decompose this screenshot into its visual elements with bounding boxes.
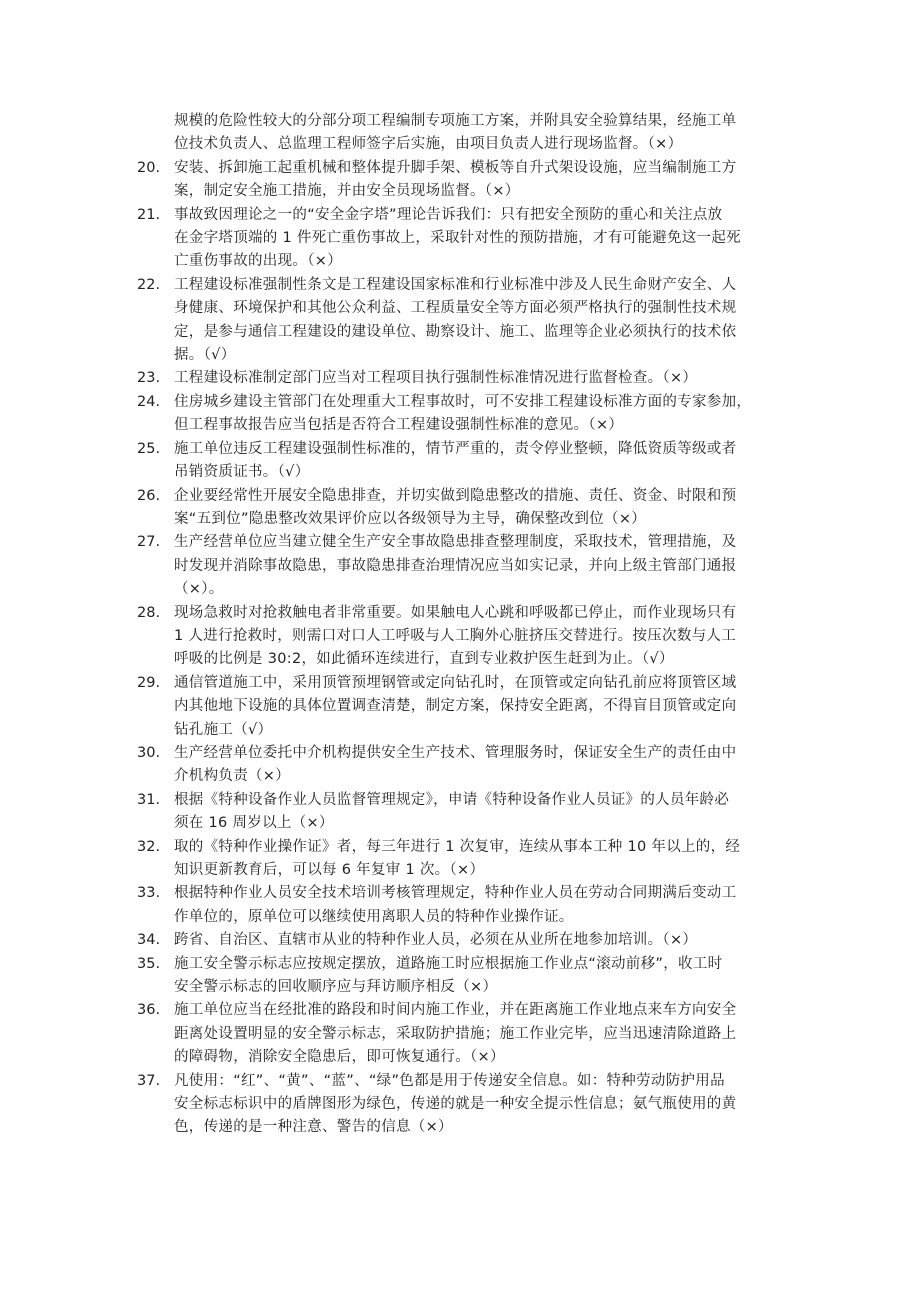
item-number: 26. [137, 487, 161, 504]
list-item [0, 157, 790, 204]
item-text-line: 介机构负责（×） [174, 768, 291, 785]
item-text-line: 生产经营单位委托中介机构提供安全生产技术、管理服务时，保证安全生产的责任由中 [174, 744, 737, 761]
item-text-line: 事故致因理论之一的“安全金字塔”理论告诉我们：只有把安全预防的重心和关注点放 [174, 206, 723, 223]
list-item [0, 882, 790, 929]
item-text-line: 作单位的，原单位可以继续使用离职人员的特种作业操作证。 [174, 908, 574, 925]
item-text-line: 知识更新教育后，可以每 6 年复审 1 次。（×） [174, 862, 485, 878]
item-text-line: 亡重伤事故的出现。（×） [174, 253, 342, 270]
list-item [0, 204, 790, 274]
item-text-line: 但工程事故报告应当包括是否符合工程建设强制性标准的意见。（×） [174, 417, 624, 434]
item-number: 36. [137, 1002, 161, 1019]
item-text-line: 安全标志标识中的盾牌图形为绿色，传递的就是一种安全提示性信息；氨气瓶使用的黄 [174, 1096, 737, 1113]
item-text-line: 安全警示标志的回收顺序应与拜访顺序相反（×） [174, 979, 498, 996]
list-item [0, 953, 790, 1000]
item-text-line: 根据《特种设备作业人员监督管理规定》，申请《特种设备作业人员证》的人员年龄必 [174, 791, 730, 808]
list-item [0, 438, 790, 485]
item-text-line: 跨省、自治区、直辖市从业的特种作业人员，必须在从业所在地参加培训。（×） [174, 932, 698, 949]
list-item [0, 742, 790, 789]
item-text-line: 安装、拆卸施工起重机械和整体提升脚手架、模板等自升式架设设施，应当编制施工方 [174, 159, 737, 176]
item-text-line: 规模的危险性较大的分部分项工程编制专项施工方案，并附具安全验算结果，经施工单 [174, 113, 737, 129]
item-text-line: 生产经营单位应当建立健全生产安全事故隐患排查整理制度，采取技术，管理措施，及 [174, 534, 737, 551]
item-text-line: 施工安全警示标志应按规定摆放，道路施工时应根据施工作业点“滚动前移”，收工时 [174, 955, 723, 972]
item-number: 27. [137, 534, 161, 551]
item-text-line: 施工单位违反工程建设强制性标准的，情节严重的，责令停业整顿，降低资质等级或者 [174, 440, 737, 457]
item-number: 32. [137, 838, 161, 855]
item-text-line: 现场急救时对抢救触电者非常重要。如果触电人心跳和呼吸都已停止，而作业现场只有 [174, 604, 737, 621]
item-text-line: 时发现并消除事故隐患，事故隐患排查治理情况应当如实记录，并向上级主管部门通报 [174, 557, 737, 574]
list-item [0, 602, 790, 672]
item-text-line: 1 人进行抢救时，则需口对口人工呼吸与人工胸外心脏挤压交替进行。按压次数与人工 [174, 627, 737, 644]
item-text-line: 案，制定安全施工措施，并由安全员现场监督。（×） [174, 183, 520, 200]
item-text-line: 须在 16 周岁以上（×） [174, 815, 334, 832]
list-item [0, 485, 790, 532]
item-number: 34. [137, 932, 161, 949]
list-item [0, 1070, 790, 1140]
item-number: 28. [137, 604, 161, 621]
item-number: 29. [137, 674, 161, 691]
item-number: 37. [137, 1072, 161, 1089]
item-text-line: 钻孔施工（√） [174, 721, 273, 738]
list-item [0, 274, 790, 368]
item-text-line: 施工单位应当在经批准的路段和时间内施工作业，并在距离施工作业地点来车方向安全 [174, 1002, 737, 1019]
item-text-line: 呼吸的比例是 30:2，如此循环连续进行，直到专业救护医生赶到为止。（√） [174, 651, 674, 668]
item-number: 22. [137, 276, 161, 293]
item-text-line: 在金字塔顶端的 1 件死亡重伤事故上，采取针对性的预防措施，才有可能避免这一起死 [174, 230, 741, 247]
item-text-line: 根据特种作业人员安全技术培训考核管理规定，特种作业人员在劳动合同期满后变动工 [174, 885, 737, 902]
item-number: 31. [137, 791, 161, 808]
item-text-line: 住房城乡建设主管部门在处理重大工程事故时，可不安排工程建设标准方面的专家参加， [174, 393, 752, 410]
item-text-line: 通信管道施工中，采用顶管预埋钢管或定向钻孔时，在顶管或定向钻孔前应将顶管区域 [174, 674, 737, 691]
item-number: 24. [137, 393, 161, 410]
list-item [0, 836, 790, 883]
list-item [0, 789, 790, 836]
item-text-line: 凡使用：“红”、“黄”、“蓝”、“绿”色都是用于传递安全信息。如：特种劳动防护用品 [174, 1072, 725, 1089]
list-item [0, 391, 790, 438]
document-body [0, 110, 920, 1140]
item-text-line: 色，传递的是一种注意、警告的信息（×） [174, 1119, 453, 1136]
item-text-line: 的障碍物，消除安全隐患后，即可恢复通行。（×） [174, 1049, 505, 1066]
item-text-line: 企业要经常性开展安全隐患排查，并切实做到隐患整改的措施、责任、资金、时限和预 [174, 487, 737, 504]
item-number: 23. [137, 370, 161, 387]
list-item [0, 110, 790, 157]
item-number: 33. [137, 885, 161, 902]
item-text-line: 据。（√） [174, 347, 236, 364]
item-number: 21. [137, 206, 161, 223]
item-text-line: 定，是参与通信工程建设的建设单位、勘察设计、施工、监理等企业必须执行的技术依 [174, 323, 737, 340]
list-item [0, 367, 790, 390]
item-text-line: 内其他地下设施的具体位置调查清楚，制定方案，保持安全距离，不得盲目顶管或定向 [174, 698, 737, 715]
item-text-line: 取的《特种作业操作证》者，每三年进行 1 次复审，连续从事本工种 10 年以上的，经 [174, 838, 741, 855]
list-item [0, 999, 790, 1069]
item-text-line: （×）。 [174, 581, 224, 598]
item-text-line: 案“五到位”隐患整改效果评价应以各级领导为主导，确保整改到位（×） [174, 510, 647, 527]
item-number: 20. [137, 159, 161, 176]
item-number: 25. [137, 440, 161, 457]
item-text-line: 吊销资质证书。（√） [174, 464, 310, 481]
item-text-line: 位技术负责人、总监理工程师签字后实施，由项目负责人进行现场监督。（×） [174, 136, 683, 153]
list-item [0, 929, 790, 952]
item-text-line: 距离处设置明显的安全警示标志，采取防护措施；施工作业完毕，应当迅速清除道路上 [174, 1025, 737, 1042]
list-item [0, 531, 790, 601]
item-text-line: 身健康、环境保护和其他公众利益、工程质量安全等方面必须严格执行的强制性技术规 [174, 300, 737, 317]
item-text-line: 工程建设标准制定部门应当对工程项目执行强制性标准情况进行监督检查。（×） [174, 370, 698, 387]
item-number: 35. [137, 955, 161, 972]
item-number: 30. [137, 744, 161, 761]
item-text-line: 工程建设标准强制性条文是工程建设国家标准和行业标准中涉及人民生命财产安全、人 [174, 276, 737, 293]
list-item [0, 672, 790, 742]
